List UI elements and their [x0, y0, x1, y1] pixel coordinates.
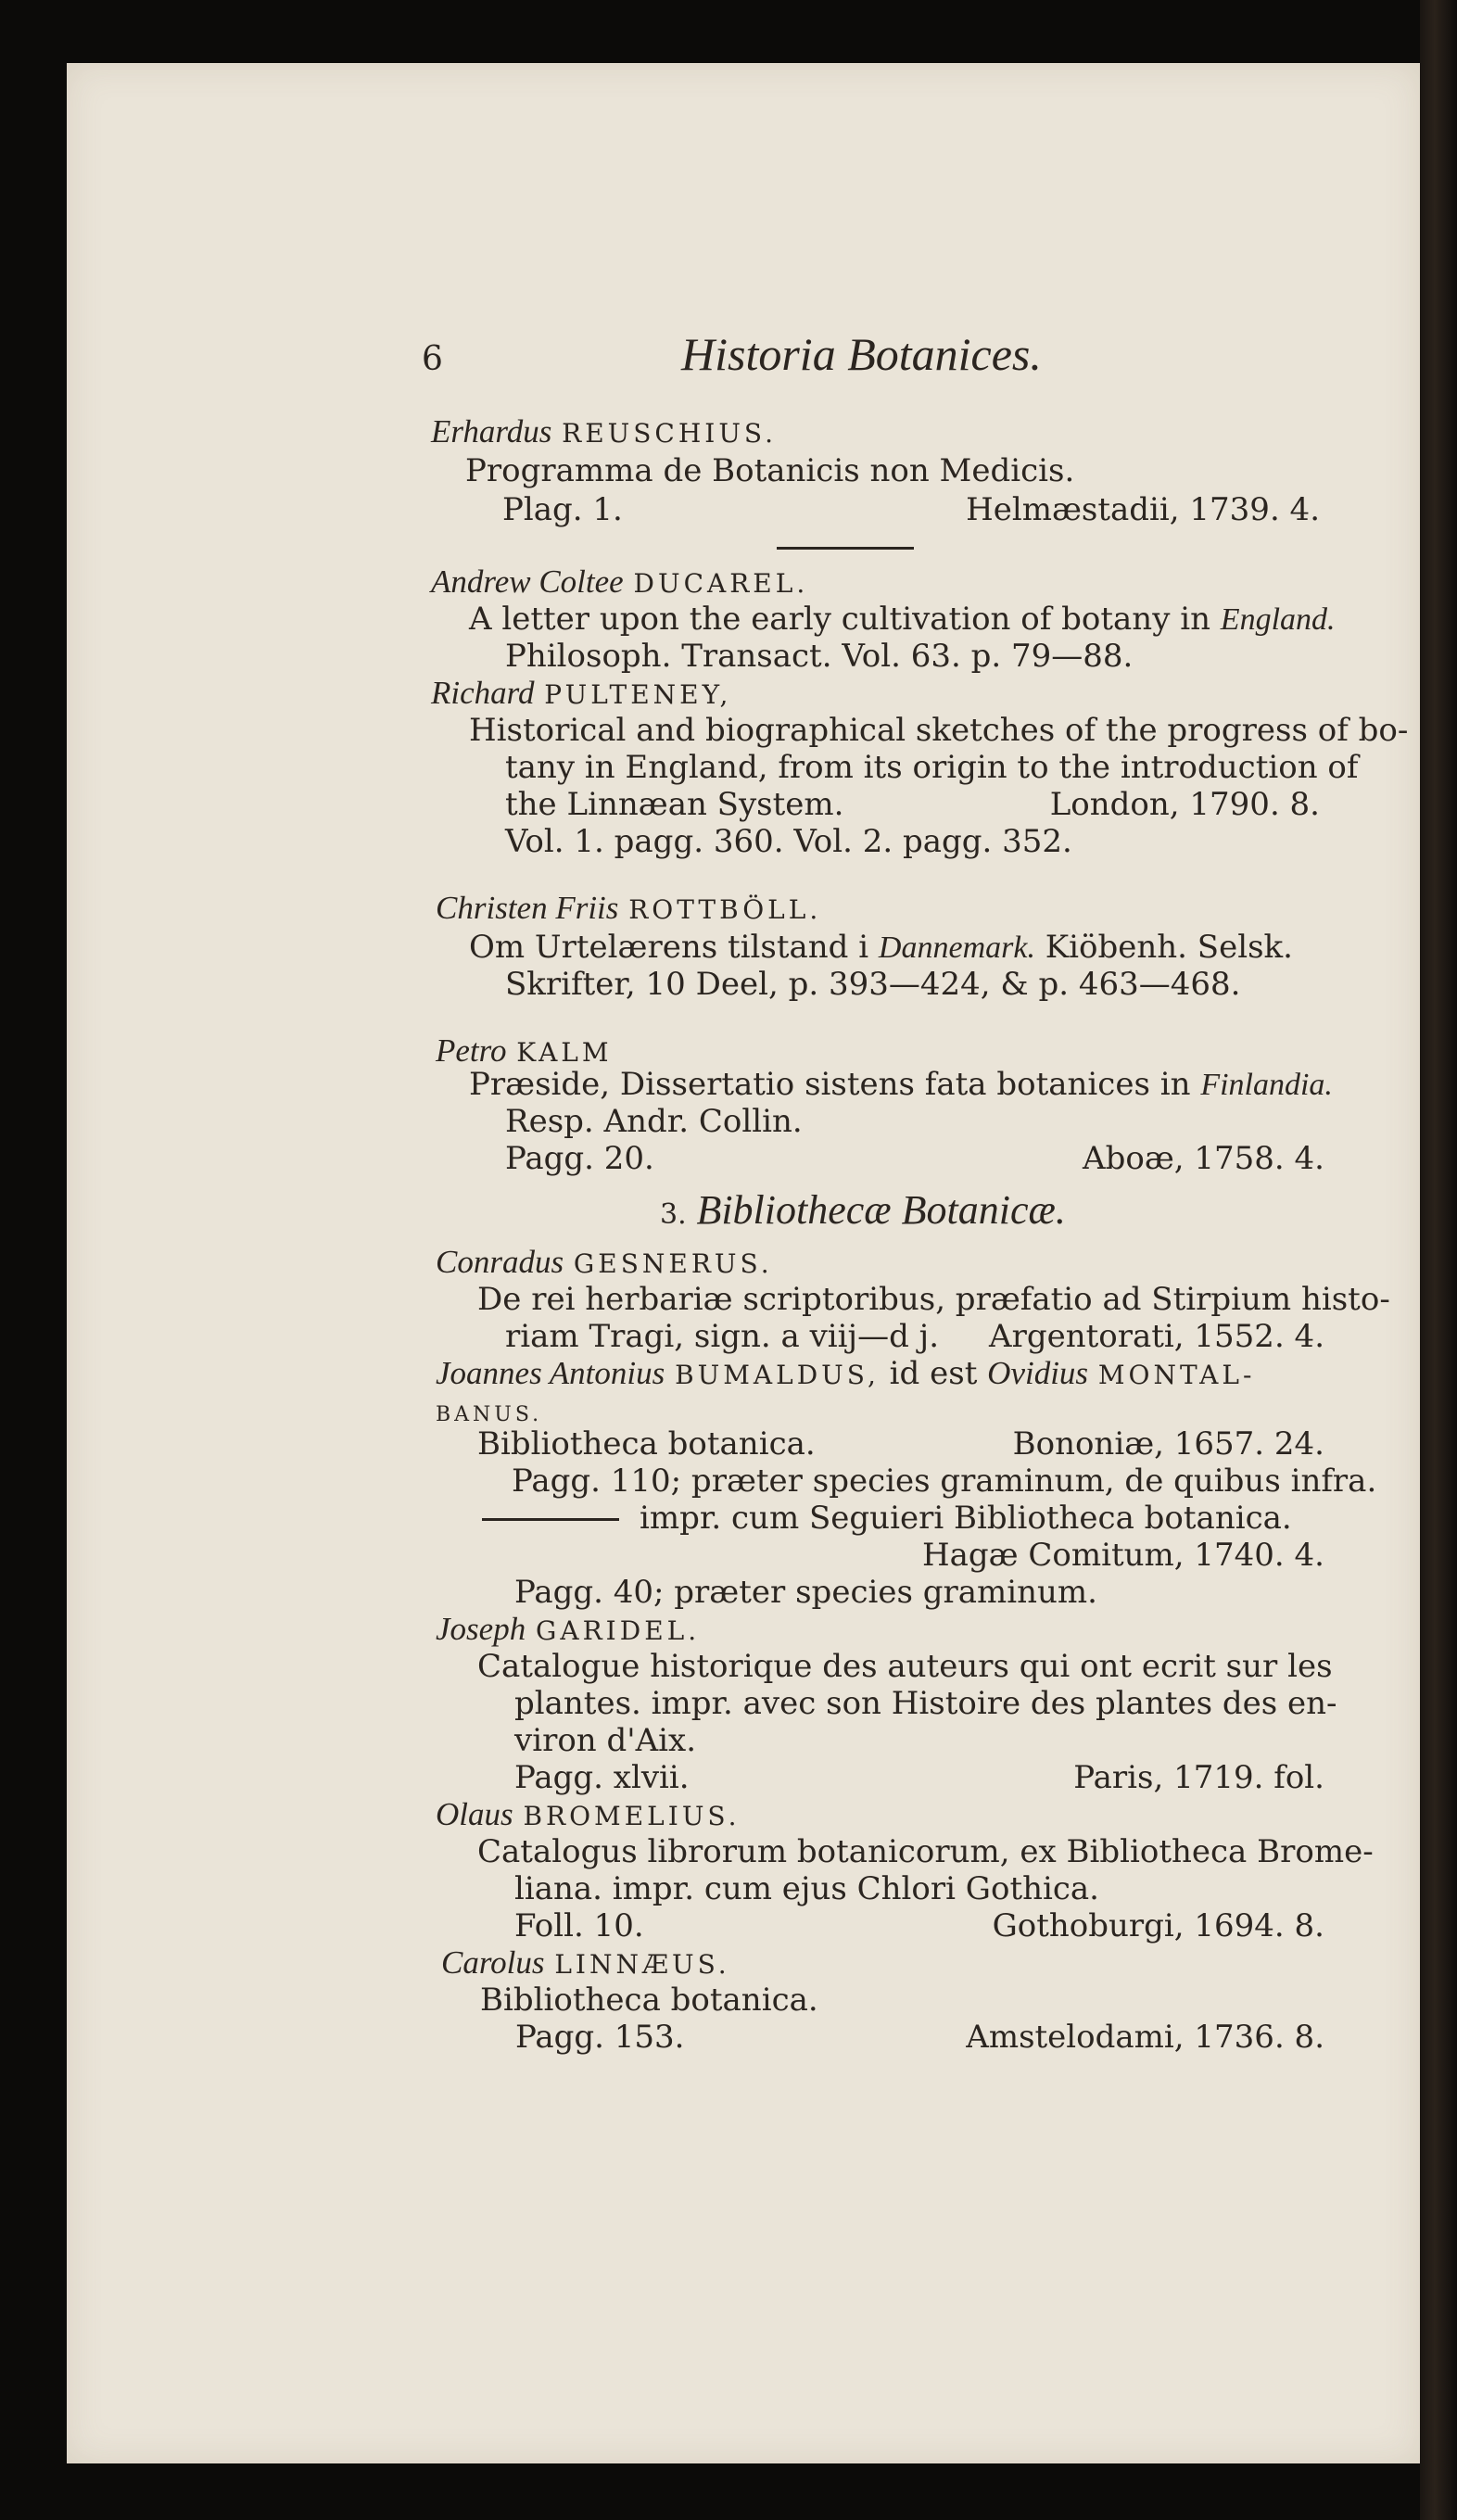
- entry-bumaldus-line2: Pagg. 110; præter species graminum, de quibus infra.: [512, 1463, 1377, 1500]
- author-last-name: LINNÆUS.: [554, 1949, 730, 1980]
- page-number: 6: [422, 340, 443, 378]
- entry-bumaldus-imprint2: Hagæ Comitum, 1740. 4.: [921, 1537, 1324, 1574]
- author-last-name: REUSCHIUS.: [562, 418, 778, 449]
- author-first-name: Joannes Antonius: [436, 1355, 665, 1391]
- entry-rottboll-title: [469, 929, 1293, 967]
- author-first-name: Erhardus: [431, 413, 552, 450]
- author-last-name: GARIDEL.: [536, 1615, 701, 1646]
- entry-pulteney-line1: Historical and biographical sketches of the progress of bo-: [469, 712, 1409, 749]
- entry-bumaldus-imprint: Bononiæ, 1657. 24.: [1012, 1425, 1324, 1463]
- author-first-name: Christen Friis: [436, 890, 619, 926]
- entry-linnaeus-line1: Bibliotheca botanica.: [480, 1982, 818, 2019]
- section-number: 3.: [660, 1198, 687, 1231]
- running-title: Historia Botanices.: [681, 328, 1042, 380]
- author-first-name: Olaus: [436, 1796, 513, 1832]
- author-first-name: Carolus: [441, 1944, 545, 1981]
- entry-reuschius-title: Programma de Botanicis non Medicis.: [465, 452, 1075, 489]
- title-text: Præside, Dissertatio sistens fata botanices in: [469, 1066, 1201, 1103]
- separator-rule: [777, 547, 914, 550]
- section-title: Bibliothecæ Botanicæ.: [696, 1187, 1066, 1233]
- entry-bumaldus-line3: impr. cum Seguieri Bibliotheca botanica.: [640, 1500, 1292, 1537]
- entry-kalm-title: [469, 1066, 1333, 1104]
- author-last-name: PULTENEY,: [544, 679, 732, 710]
- title-italic: England.: [1220, 602, 1336, 637]
- title-text: Om Urtelærens tilstand i: [469, 929, 879, 966]
- author-alt-last-name: MONTAL-: [1097, 1360, 1256, 1390]
- entry-bromelius-author: [436, 1796, 741, 1835]
- entry-bumaldus-line1: Bibliotheca botanica.: [477, 1425, 816, 1463]
- title-italic: Dannemark.: [878, 931, 1035, 965]
- author-last-name: BUMALDUS,: [675, 1360, 880, 1390]
- entry-ducarel-title: [469, 601, 1336, 639]
- author-first-name: Joseph: [436, 1611, 526, 1647]
- entry-garidel-line2: plantes. impr. avec son Histoire des plantes des en-: [514, 1685, 1337, 1722]
- entry-linnaeus-author: [441, 1944, 730, 1983]
- entry-bromelius-imprint: Gothoburgi, 1694. 8.: [992, 1907, 1324, 1944]
- entry-gesnerus-imprint: Argentorati, 1552. 4.: [989, 1318, 1324, 1355]
- entry-kalm-pagg: Pagg. 20.: [505, 1140, 654, 1177]
- entry-bumaldus-line5: Pagg. 40; præter species graminum.: [514, 1574, 1097, 1611]
- entry-bromelius-line1: Catalogus librorum botanicorum, ex Bibliotheca Brome-: [477, 1833, 1374, 1870]
- entry-pulteney-line2: tany in England, from its origin to the introduction of: [505, 749, 1359, 786]
- entry-gesnerus-author: [436, 1244, 773, 1283]
- entry-reuschius-imprint: Helmæstadii, 1739. 4.: [966, 491, 1320, 528]
- author-first-name: Andrew Coltee: [431, 564, 624, 600]
- entry-garidel-line3: viron d'Aix.: [514, 1722, 697, 1759]
- entry-bromelius-line2: liana. impr. cum ejus Chlori Gothica.: [514, 1870, 1099, 1907]
- author-first-name: Conradus: [436, 1244, 564, 1280]
- entry-ducarel-author: [431, 564, 808, 602]
- entry-reuschius-author: [431, 413, 777, 452]
- author-first-name: Petro: [436, 1032, 507, 1069]
- entry-gesnerus-line1: De rei herbariæ scriptoribus, præfatio ad Stirpium histo-: [477, 1281, 1390, 1318]
- title-text-post: Kiöbenh. Selsk.: [1034, 929, 1293, 966]
- section-heading: [660, 1184, 1066, 1241]
- entry-rottboll-author: [436, 890, 821, 929]
- entry-kalm-imprint: Aboæ, 1758. 4.: [1083, 1140, 1324, 1177]
- author-connector: id est: [879, 1355, 988, 1392]
- author-last-name: GESNERUS.: [573, 1248, 773, 1279]
- entry-garidel-pagg: Pagg. xlvii.: [514, 1759, 690, 1796]
- author-alt-first-name: Ovidius: [987, 1355, 1089, 1391]
- title-text: A letter upon the early cultivation of botany in: [469, 601, 1221, 638]
- entry-gesnerus-line2: riam Tragi, sign. a viij—d j.: [505, 1318, 939, 1355]
- author-first-name: Richard: [431, 675, 535, 711]
- entry-pulteney-author: [431, 675, 731, 714]
- entry-bromelius-foll: Foll. 10.: [514, 1907, 644, 1944]
- ditto-rule: [482, 1518, 619, 1521]
- entry-pulteney-line3: the Linnæan System.: [505, 786, 844, 823]
- entry-garidel-author: [436, 1611, 700, 1650]
- entry-pulteney-imprint: London, 1790. 8.: [1049, 786, 1320, 823]
- author-last-name: ROTTBÖLL.: [628, 894, 822, 925]
- entry-kalm-resp: Resp. Andr. Collin.: [505, 1103, 803, 1140]
- author-alt-last-name-cont: BANUS.: [436, 1403, 543, 1426]
- entry-ducarel-source: Philosoph. Transact. Vol. 63. p. 79—88.: [505, 638, 1134, 675]
- entry-garidel-line1: Catalogue historique des auteurs qui ont ecrit sur les: [477, 1648, 1333, 1685]
- author-last-name: BROMELIUS.: [523, 1801, 741, 1831]
- entry-pulteney-volumes: Vol. 1. pagg. 360. Vol. 2. pagg. 352.: [505, 823, 1072, 860]
- entry-reuschius-plag: Plag. 1.: [502, 491, 623, 528]
- title-italic: Finlandia.: [1200, 1068, 1333, 1102]
- entry-rottboll-source: Skrifter, 10 Deel, p. 393—424, & p. 463—468.: [505, 966, 1241, 1003]
- entry-linnaeus-imprint: Amstelodami, 1736. 8.: [966, 2019, 1324, 2056]
- author-last-name: KALM: [516, 1037, 613, 1068]
- entry-garidel-imprint: Paris, 1719. fol.: [1073, 1759, 1324, 1796]
- author-last-name: DUCAREL.: [633, 568, 809, 599]
- entry-bumaldus-author: [436, 1355, 1255, 1394]
- entry-linnaeus-pagg: Pagg. 153.: [515, 2019, 685, 2056]
